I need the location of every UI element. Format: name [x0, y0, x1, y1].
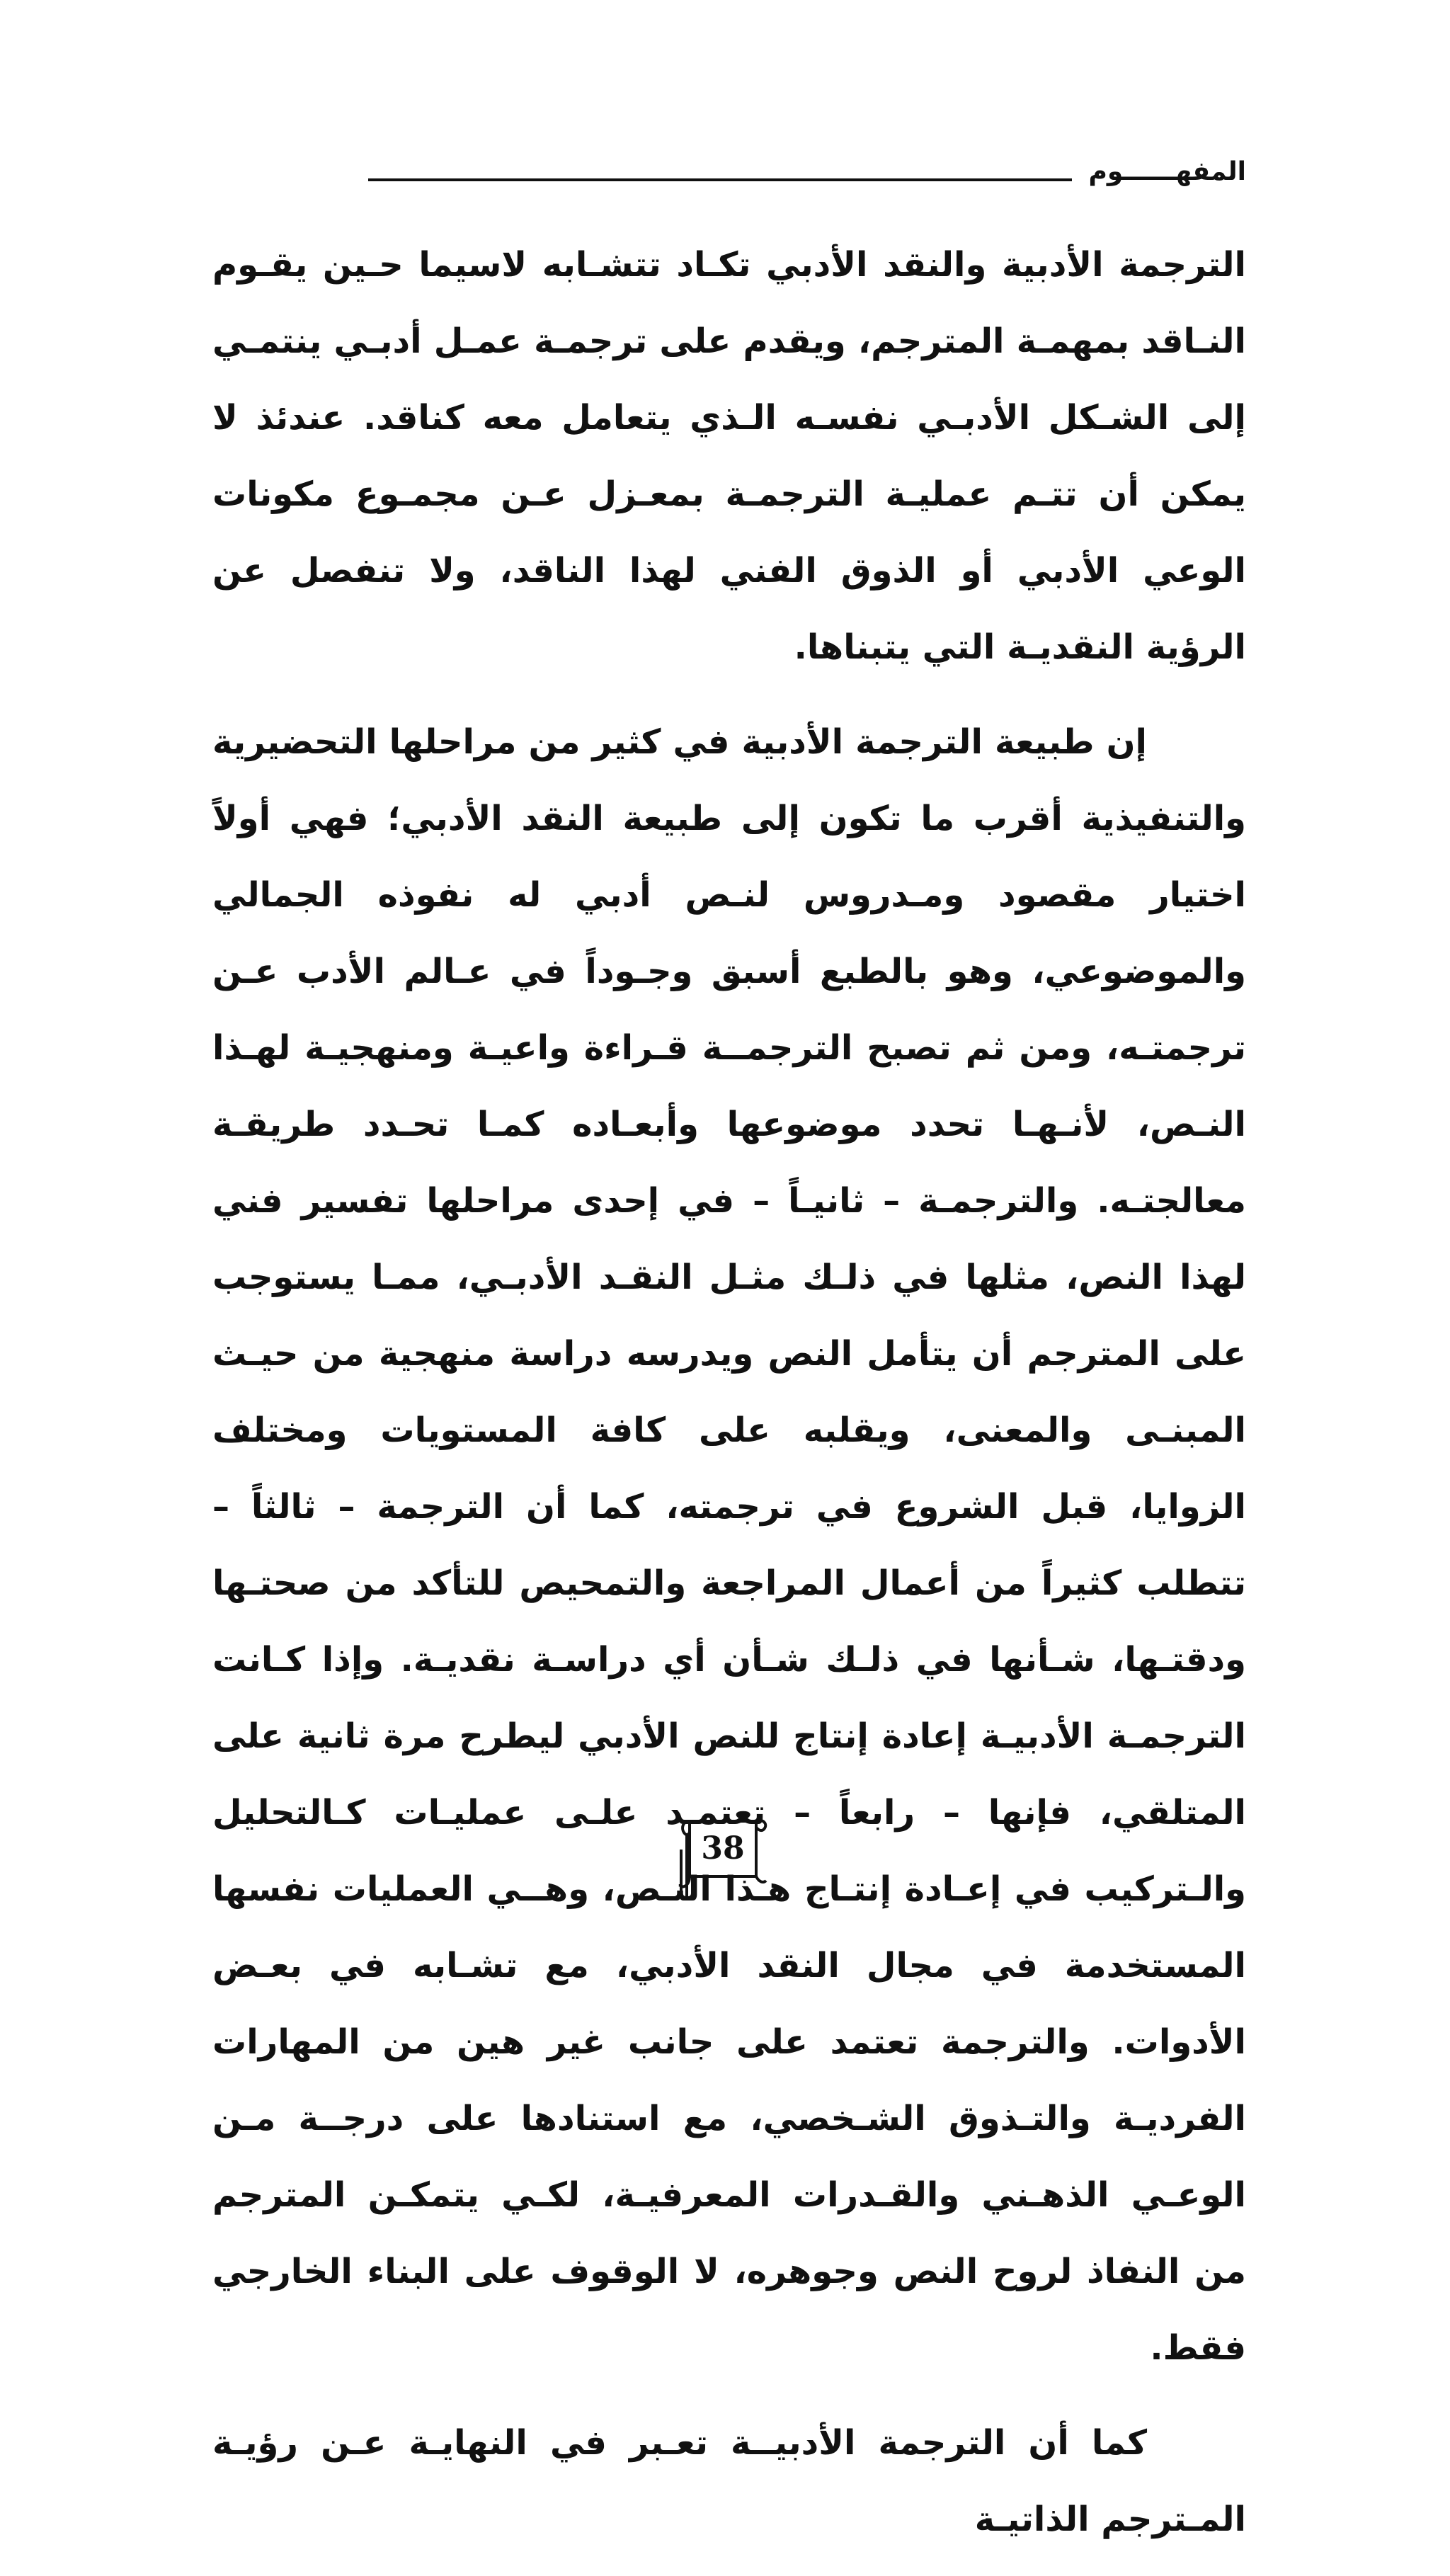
page-number-scroll: [668, 1807, 782, 1899]
chapter-title: المفهــــــوم: [1088, 157, 1246, 186]
body-text: [212, 227, 1246, 2576]
paragraph-2: إن طبيعة الترجمة الأدبية في كثير من مراحلها التحضيرية والتنفيذية أقرب ما تكون إلى طبيعة النقد الأدبي؛ فهي أولاً اختيار مقصود ومـدروس لنـص أدبي له نفوذه الجمالي والموضوعي، وهو بالطبع أسبق وجـوداً في عـالم الأدب عـن ترجمتـه، ومن ثم تصبح الترجمــة قـراءة واعيـة ومنهجيـة لهـذا النـص، لأنـهـا تحدد موضوعها وأبعـاده كمـا تحـدد طريقـة معالجتـه. والترجمـة – ثانيـاً – في إحدى مراحلها تفسير فني لهذا النص، مثلها في ذلـك مثـل النقـد الأدبـي، ممـا يستوجب على المترجم أن يتأمل النص ويدرسه دراسة منهجية من حيـث المبنـى والمعنى، ويقلبه على كافة المستويات ومختلف الزوايا، قبل الشروع في ترجمته، كما أن الترجمة – ثالثاً – تتطلب كثيراً من أعمال المراجعة والتمحيص للتأكد من صحتـها ودقتـها، شـأنها في ذلـك شـأن أي دراسـة نقديـة. وإذا كـانت الترجمـة الأدبيـة إعادة إنتاج للنص الأدبي ليطرح مرة ثانية على المتلقي، فإنها – رابعاً – تعتمـد علـى عمليـات كـالتحليل والـتركيب في إعـادة إنتـاج هـذا النـص، وهــي العمليات نفسها المستخدمة في مجال النقد الأدبي، مع تشـابه في بعـض الأدوات. والترجمة تعتمد على جانب غير هين من المهارات الفرديـة والتـذوق الشـخصي، مع استنادها على درجــة مـن الوعـي الذهـني والقـدرات المعرفيـة، لكـي يتمكـن المترجم من النفاذ لروح النص وجوهره، لا الوقوف على البناء الخارجي فقط.: [212, 722, 1246, 2368]
page-number: 38: [701, 1830, 745, 1867]
paragraph-3: كما أن الترجمة الأدبيــة تعـبر في النهايـة عـن رؤيـة المـترجم الذاتيـة: [212, 2423, 1246, 2539]
running-header: [368, 147, 1246, 190]
paragraph-1: الترجمة الأدبية والنقد الأدبي تكـاد تتشـابه لاسيما حـين يقـوم النـاقد بمهمـة المترجم، ويقدم على ترجمـة عمـل أدبـي ينتمـي إلى الشـكل الأدبـي نفسـه الـذي يتعامل معه كناقد. عندئذ لا يمكن أن تتـم عمليـة الترجمـة بمعـزل عـن مجمـوع مكونات الوعي الأدبي أو الذوق الفني لهذا الناقد، ولا تنفصل عن الرؤية النقديـة التي يتبناها.: [212, 245, 1246, 667]
header-rule: [368, 178, 1072, 181]
